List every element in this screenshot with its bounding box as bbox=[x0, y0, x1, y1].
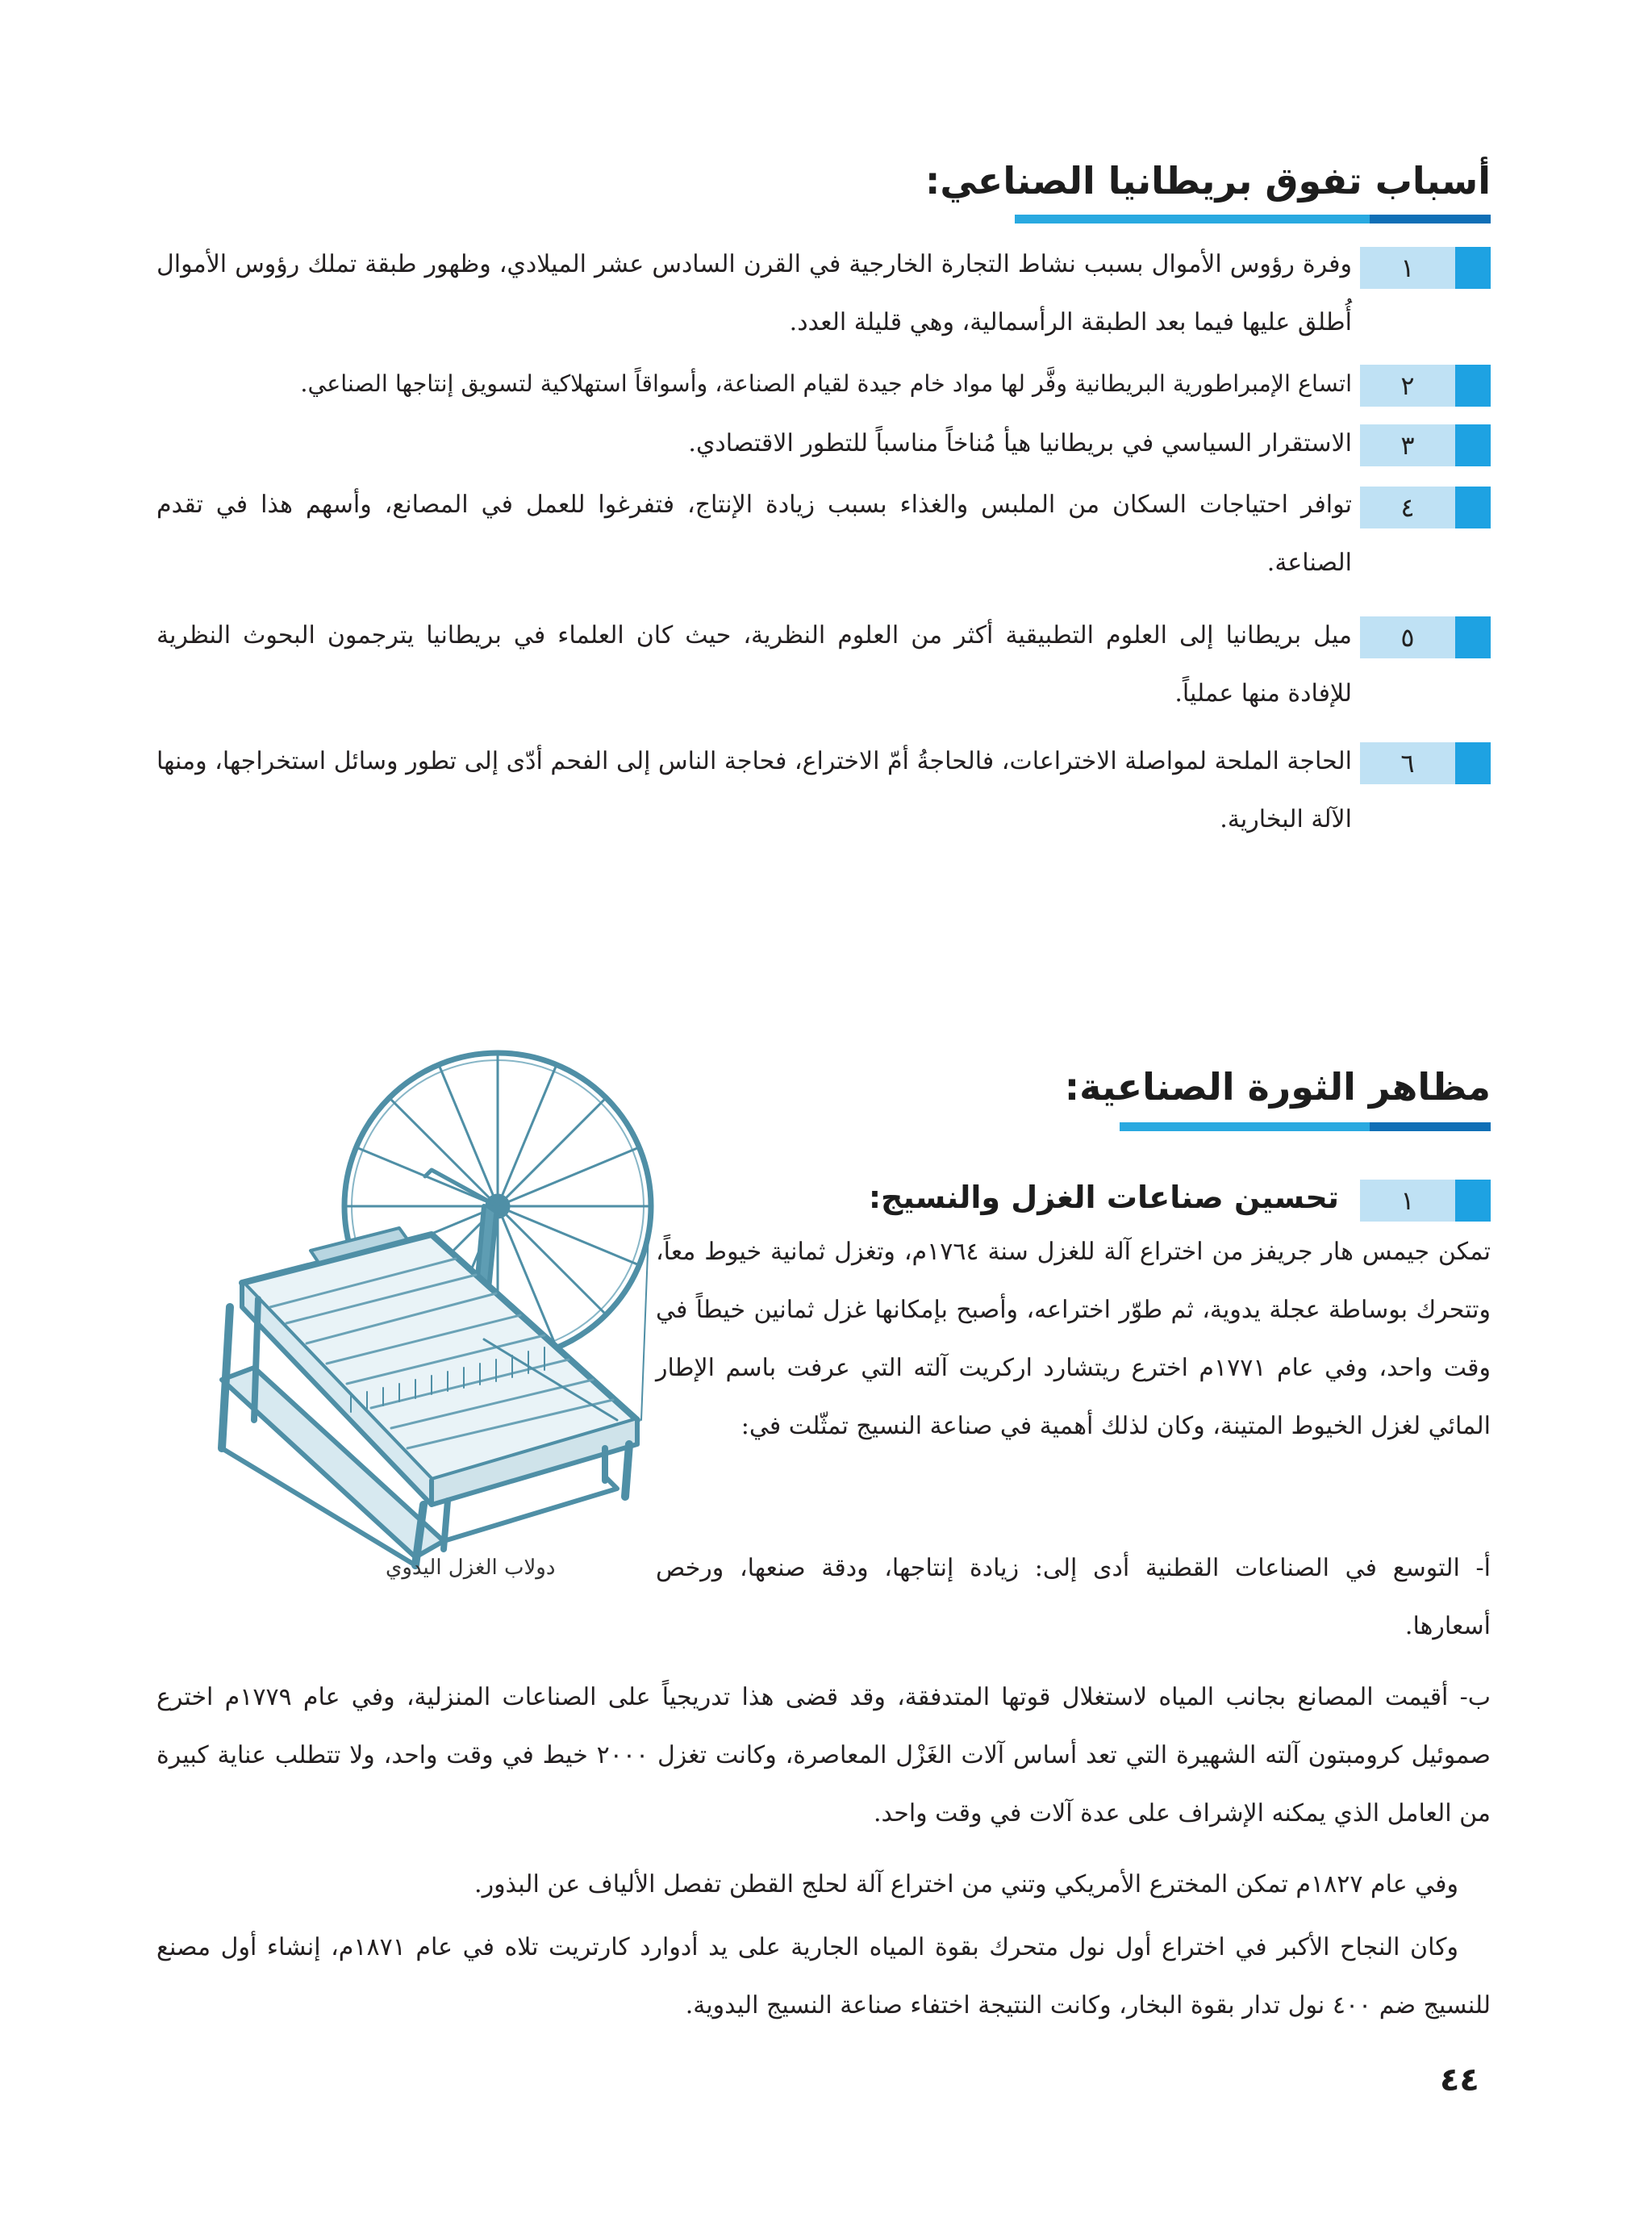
list-item-3: الاستقرار السياسي في بريطانيا هيأ مُناخاً مناسباً للتطور الاقتصادي. bbox=[688, 429, 1352, 457]
point-a: أ- التوسع في الصناعات القطنية أدى إلى: زيادة إنتاجها، ودقة صنعها، ورخص أسعارها. bbox=[656, 1554, 1491, 1640]
list-item-6: الحاجة الملحة لمواصلة الاختراعات، فالحاجةُ أمّ الاختراع، فحاجة الناس إلى الفحم أدّى إلى تطور وسائل استخراجها، ومنها الآلة البخارية. bbox=[156, 747, 1352, 833]
list-number-6: ٦ bbox=[1360, 742, 1491, 784]
list-item-4: توافر احتياجات السكان من الملبس والغذاء بسبب زيادة الإنتاج، فتفرغوا للعمل في المصانع، وأسهم هذا في تقدم الصناعة. bbox=[156, 491, 1352, 577]
list-number-3: ٣ bbox=[1360, 424, 1491, 466]
list-number-1: ١ bbox=[1360, 247, 1491, 289]
page-number: ٤٤ bbox=[1440, 2061, 1479, 2099]
subsection-title: تحسين صناعات الغزل والنسيج: bbox=[868, 1180, 1339, 1215]
point-b: ب- أقيمت المصانع بجانب المياه لاستغلال قوتها المتدفقة، وقد قضى هذا تدريجياً على الصناعات المنزلية، وفي عام ١٧٧٩م اخترع صموئيل كرومبتون آلته الشهيرة التي تعد أساس آلات الغَزْل المعاصرة، وكانت تغزل ٢٠٠٠ خيط في وقت واحد، ولا تتطلب عناية كبيرة من العامل الذي يمكنه الإشراف على عدة آلات في وقت واحد. bbox=[156, 1683, 1491, 1827]
list-item-5: ميل بريطانيا إلى العلوم التطبيقية أكثر من العلوم النظرية، حيث كان العلماء في بريطانيا يترجمون البحوث النظرية للإفادة منها عملياً. bbox=[156, 621, 1352, 708]
intro-paragraph: تمكن جيمس هار جريفز من اختراع آلة للغزل سنة ١٧٦٤م، وتغزل ثمانية خيوط معاً، وتتحرك بوساطة عجلة يدوية، ثم طوّر اختراعه، وأصبح بإمكانها غزل ثمانين خيطاً في وقت واحد، وفي عام ١٧٧١م اخترع ريتشارد اركريت آلته التي عرفت باسم الإطار المائي لغزل الخيوط المتينة، وكان لذلك أهمية في صناعة النسيج تمثّلت في: bbox=[656, 1238, 1491, 1440]
paragraph-loom: وكان النجاح الأكبر في اختراع أول نول متحرك بقوة المياه الجارية على يد أدوارد كارتريت تلاه في عام ١٨٧١م، إنشاء أول مصنع للنسيج ضم ٤٠٠ نول تدار بقوة البخار، وكانت النتيجة اختفاء صناعة النسيج اليدوية. bbox=[156, 1933, 1491, 2020]
section2-title-underline bbox=[1120, 1122, 1491, 1131]
list-item-1: وفرة رؤوس الأموال بسبب نشاط التجارة الخارجية في القرن السادس عشر الميلادي، وظهور طبقة تملك رؤوس الأموال أُطلق عليها فيما بعد الطبقة الرأسمالية، وهي قليلة العدد. bbox=[156, 250, 1352, 336]
paragraph-1827: وفي عام ١٨٢٧م تمكن المخترع الأمريكي وتني من اختراع آلة لحلج القطن تفصل الألياف عن البذور. bbox=[474, 1870, 1458, 1898]
image-caption: دولاب الغزل اليدوي bbox=[386, 1556, 556, 1580]
subsection-number-1: ١ bbox=[1360, 1180, 1491, 1222]
list-number-2: ٢ bbox=[1360, 365, 1491, 407]
list-item-2: اتساع الإمبراطورية البريطانية وفَّر لها مواد خام جيدة لقيام الصناعة، وأسواقاً استهلاكية لتسويق إنتاجها الصناعي. bbox=[300, 370, 1352, 397]
list-number-5: ٥ bbox=[1360, 616, 1491, 658]
section1-title-underline bbox=[1015, 215, 1491, 223]
list-number-4: ٤ bbox=[1360, 487, 1491, 528]
section1-title: أسباب تفوق بريطانيا الصناعي: bbox=[924, 159, 1491, 203]
spinning-wheel-illustration bbox=[165, 1041, 661, 1569]
section2-title: مظاهر الثورة الصناعية: bbox=[1064, 1065, 1491, 1109]
